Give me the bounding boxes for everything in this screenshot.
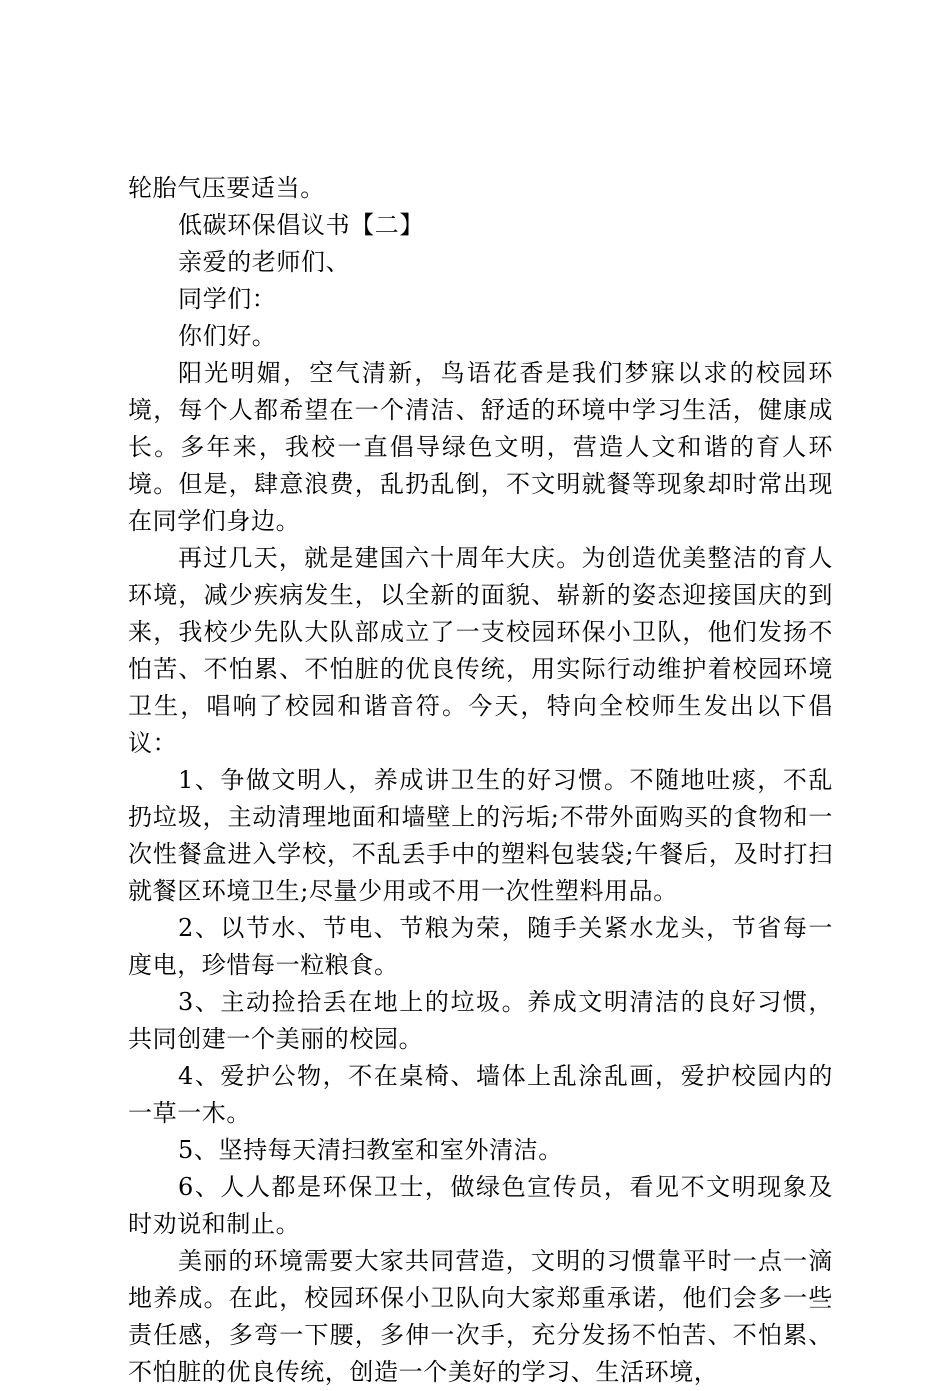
document-page: [128, 170, 833, 1391]
salutation-teachers: 亲爱的老师们、: [178, 248, 351, 276]
proposal-item-6: 6、人人都是环保卫士，做绿色宣传员，看见不文明现象及时劝说和制止。: [128, 1173, 833, 1238]
paragraph-closing: 美丽的环境需要大家共同营造，文明的习惯靠平时一点一滴地养成。在此，校园环保小卫队向大家郑重承诺，他们会多一些责任感，多弯一下腰，多伸一次手，充分发扬不怕苦、不怕累、不怕脏的优良传统，创造一个美好的学习、生活环境，: [128, 1247, 833, 1386]
proposal-item-3: 3、主动捡拾丢在地上的垃圾。养成文明清洁的良好习惯，共同创建一个美丽的校园。: [128, 988, 833, 1053]
paragraph-intro: 阳光明媚，空气清新，鸟语花香是我们梦寐以求的校园环境，每个人都希望在一个清洁、舒适的环境中学习生活，健康成长。多年来，我校一直倡导绿色文明，营造人文和谐的育人环境。但是，肆意浪费，乱扔乱倒，不文明就餐等现象却时常出现在同学们身边。: [128, 359, 833, 535]
paragraph-continuation: 轮胎气压要适当。: [128, 174, 325, 202]
proposal-item-4: 4、爱护公物，不在桌椅、墙体上乱涂乱画，爱护校园内的一草一木。: [128, 1062, 833, 1127]
proposal-item-5: 5、坚持每天清扫教室和室外清洁。: [178, 1136, 563, 1164]
paragraph-background: 再过几天，就是建国六十周年大庆。为创造优美整洁的育人环境，减少疾病发生，以全新的面貌、崭新的姿态迎接国庆的到来，我校少先队大队部成立了一支校园环保小卫队，他们发扬不怕苦、不怕累、不怕脏的优良传统，用实际行动维护着校园环境卫生，唱响了校园和谐音符。今天，特向全校师生发出以下倡议：: [128, 544, 833, 757]
salutation-students: 同学们：: [178, 285, 277, 313]
proposal-item-2: 2、以节水、节电、节粮为荣，随手关紧水龙头，节省每一度电，珍惜每一粒粮食。: [128, 914, 833, 979]
proposal-item-1: 1、争做文明人，养成讲卫生的好习惯。不随地吐痰，不乱扔垃圾，主动清理地面和墙壁上的污垢;不带外面购买的食物和一次性餐盒进入学校，不乱丢手中的塑料包装袋;午餐后，及时打扫就餐区环境卫生;尽量少用或不用一次性塑料用品。: [128, 766, 833, 905]
greeting: 你们好。: [178, 322, 277, 350]
document-title: 低碳环保倡议书【二】: [178, 211, 424, 239]
